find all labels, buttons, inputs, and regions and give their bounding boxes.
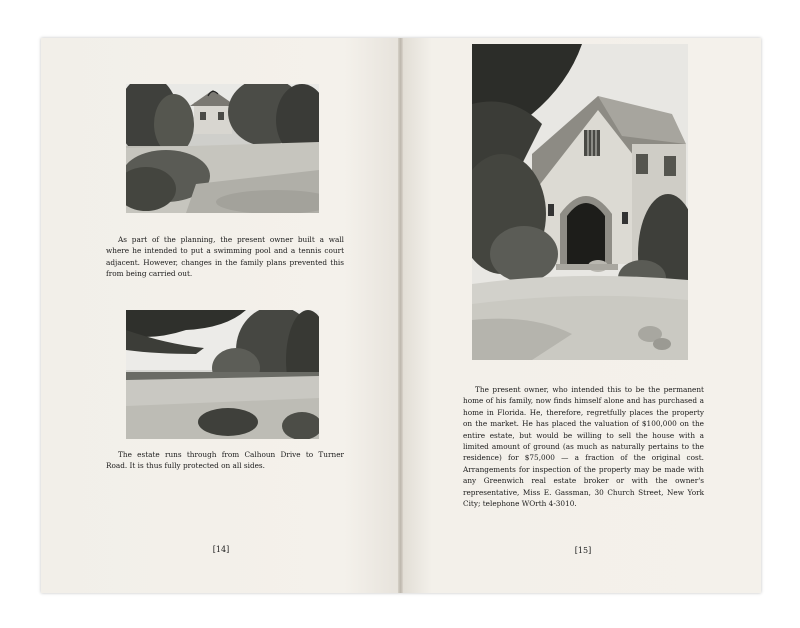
booklet-spread — [41, 38, 761, 593]
page-number-right: [15] — [574, 546, 592, 555]
caption-wall-planning: As part of the planning, the present owner built a wall where he intended to put a swimming pool and a tennis court adjacent. However, changes in the family plans prevented this from being carried out. — [106, 235, 344, 279]
body-text-property-sale: The present owner, who intended this to be the permanent home of his family, now finds himself alone and has purchased a home in Florida. He, therefore, regretfully places the property on the market. He has placed the valuation of $100,000 on the entire estate, but would be willing to sell the house with a limited amount of ground (as much as naturally pertains to the residence) for $75,000 — a fraction of the original cost. Arrangements for inspection of the property may be made with any Greenwich real estate broker or with the owner's representative, Miss E. Gassman, 30 Church Street, New York City; telephone WOrth 4-3010. — [463, 385, 704, 509]
caption-estate-boundary: The estate runs through from Calhoun Drive to Turner Road. It is thus fully protected on all sides. — [106, 450, 344, 471]
left-page — [41, 38, 398, 593]
right-page — [403, 38, 761, 593]
photo-house-entrance — [472, 44, 688, 360]
photo-estate-grounds — [126, 310, 319, 439]
photo-lawn-with-house — [126, 84, 319, 213]
page-number-left: [14] — [212, 545, 230, 554]
